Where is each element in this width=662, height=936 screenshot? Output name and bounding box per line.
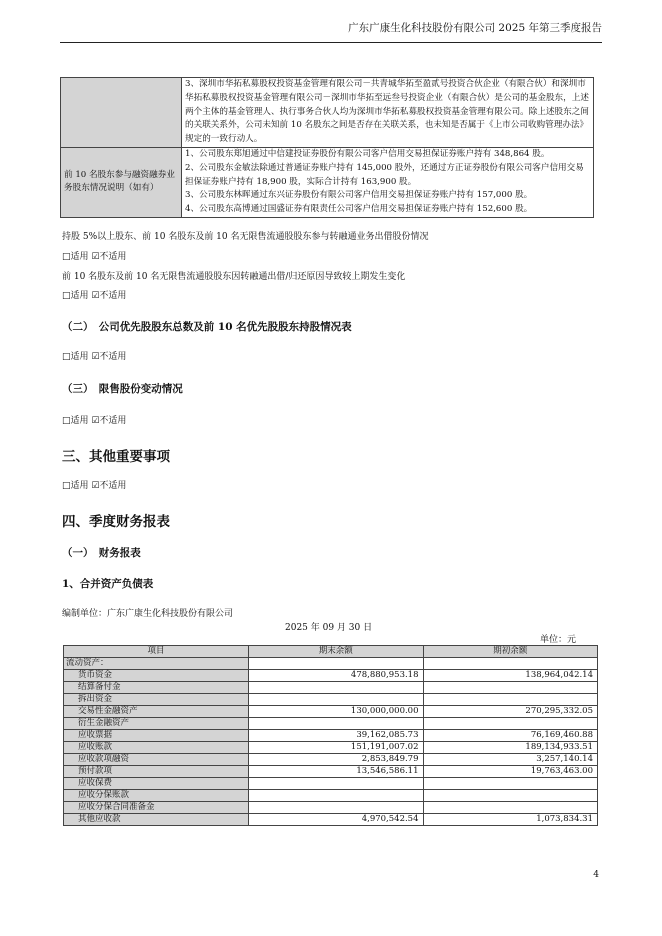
row-label: 衍生金融资产: [64, 718, 249, 730]
begin-balance: [423, 718, 598, 730]
margin-item: 1、公司股东郑旭通过中信建投证券股份有限公司客户信用交易担保证券账户持有 348,864 股。: [185, 148, 550, 159]
begin-balance: 76,169,460.88: [423, 730, 598, 742]
balance-sheet-table: [63, 645, 598, 826]
margin-trading-row: [61, 147, 594, 217]
related-party-row: [61, 78, 594, 148]
begin-balance: 1,073,834.31: [423, 814, 598, 826]
end-balance: [249, 802, 424, 814]
begin-balance: [423, 682, 598, 694]
begin-balance: 270,295,332.05: [423, 706, 598, 718]
table-row: [64, 670, 598, 682]
preparer-unit: 编制单位：广东广康生化科技股份有限公司: [62, 609, 234, 619]
currency-unit: 单位：元: [540, 635, 577, 645]
lending-change-text: 前 10 名股东及前 10 名无限售流通股股东因转融通出借/归还原因导致较上期发生变化: [62, 272, 406, 282]
end-balance: 39,162,085.73: [249, 730, 424, 742]
row-label: 结算备付金: [64, 682, 249, 694]
end-balance: 151,191,007.02: [249, 742, 424, 754]
table-row: [64, 814, 598, 826]
page-header: 广东广康生化科技股份有限公司 2025 年第三季度报告: [348, 22, 602, 34]
row-label: 其他应收款: [64, 814, 249, 826]
margin-item: 3、公司股东林晖通过东兴证券股份有限公司客户信用交易担保证券账户持有 157,000 股。: [185, 190, 533, 201]
table-row: [64, 742, 598, 754]
section-heading: 三、其他重要事项: [62, 449, 170, 465]
section-heading: 四、季度财务报表: [62, 514, 170, 530]
begin-balance: [423, 778, 598, 790]
row-label: 应收分保合同准备金: [64, 802, 249, 814]
applicability-checkbox: □适用 ☑不适用: [62, 252, 127, 262]
row-label: 应收款项融资: [64, 754, 249, 766]
end-balance: 2,853,849.79: [249, 754, 424, 766]
begin-balance: 19,763,463.00: [423, 766, 598, 778]
table-row: [64, 730, 598, 742]
row-label: 应收保费: [64, 778, 249, 790]
applicability-checkbox: □适用 ☑不适用: [62, 481, 127, 491]
table-row: [64, 790, 598, 802]
table-header-row: [64, 646, 598, 658]
applicability-checkbox: □适用 ☑不适用: [62, 291, 127, 301]
begin-balance: 189,134,933.51: [423, 742, 598, 754]
report-date: 2025 年 09 月 30 日: [285, 623, 373, 633]
begin-balance: [423, 790, 598, 802]
margin-trading-text: [182, 147, 594, 217]
header-rule: [60, 42, 602, 43]
page-number: 4: [593, 870, 599, 880]
table-row: [64, 658, 598, 670]
row-label: 预付款项: [64, 766, 249, 778]
row-label: 交易性金融资产: [64, 706, 249, 718]
row-label: 应收票据: [64, 730, 249, 742]
begin-balance: [423, 658, 598, 670]
table-row: [64, 766, 598, 778]
end-balance: [249, 778, 424, 790]
end-balance: [249, 790, 424, 802]
row-label: 应收分保账款: [64, 790, 249, 802]
table-row: [64, 706, 598, 718]
end-balance: [249, 718, 424, 730]
row-label: 流动资产：: [64, 658, 249, 670]
margin-item: 4、公司股东高博通过国盛证券有限责任公司客户信用交易担保证券账户持有 152,600 股。: [185, 204, 533, 215]
related-party-text: 3、深圳市华拓私募股权投资基金管理有限公司－共青城华拓至盈贰号投资合伙企业（有限合伙）和深圳市华拓私募股权投资基金管理有限公司－深圳市华拓至远叁号投资企业（有限合伙）是公司的基金股东，上述两个主体的基金管理人、执行事务合伙人均为深圳市华拓私募股权投资基金管理有限公司。除上述股东之间的关联关系外，公司未知前 10 名股东之间是否存在关联关系，也未知是否属于《上市公司收购管理办法》规定的一致行动人。: [182, 78, 594, 148]
begin-balance: [423, 802, 598, 814]
column-header: 期末余额: [249, 646, 424, 658]
section-heading: （三） 限售股份变动情况: [62, 383, 183, 395]
end-balance: 13,546,586.11: [249, 766, 424, 778]
end-balance: [249, 682, 424, 694]
shareholder-info-table: [60, 77, 594, 218]
row-label: 应收账款: [64, 742, 249, 754]
table-row: [64, 682, 598, 694]
table-row: [64, 802, 598, 814]
table-row: [64, 778, 598, 790]
applicability-checkbox: □适用 ☑不适用: [62, 416, 127, 426]
row-label: 货币资金: [64, 670, 249, 682]
margin-item: 2、公司股东金敏法除通过普通证券账户持有 145,000 股外，还通过方正证券股份有限公司客户信用交易担保证券账户持有 18,900 股，实际合计持有 163,900 股。: [185, 162, 584, 187]
begin-balance: 3,257,140.14: [423, 754, 598, 766]
table-row: [64, 718, 598, 730]
column-header: 项目: [64, 646, 249, 658]
begin-balance: 138,964,042.14: [423, 670, 598, 682]
row-label: 拆出资金: [64, 694, 249, 706]
margin-trading-label: 前 10 名股东参与融资融券业务股东情况说明（如有）: [61, 147, 182, 217]
related-party-label: [61, 78, 182, 148]
section-heading: （一） 财务报表: [62, 547, 141, 559]
column-header: 期初余额: [423, 646, 598, 658]
end-balance: [249, 658, 424, 670]
end-balance: 478,880,953.18: [249, 670, 424, 682]
end-balance: 130,000,000.00: [249, 706, 424, 718]
section-heading: 1、合并资产负债表: [62, 578, 154, 590]
begin-balance: [423, 694, 598, 706]
table-row: [64, 694, 598, 706]
securities-lending-text: 持股 5%以上股东、前 10 名股东及前 10 名无限售流通股股东参与转融通业务出借股份情况: [62, 232, 429, 242]
section-heading: （二） 公司优先股股东总数及前 10 名优先股股东持股情况表: [62, 321, 352, 333]
table-row: [64, 754, 598, 766]
end-balance: 4,970,542.54: [249, 814, 424, 826]
applicability-checkbox: □适用 ☑不适用: [62, 352, 127, 362]
end-balance: [249, 694, 424, 706]
